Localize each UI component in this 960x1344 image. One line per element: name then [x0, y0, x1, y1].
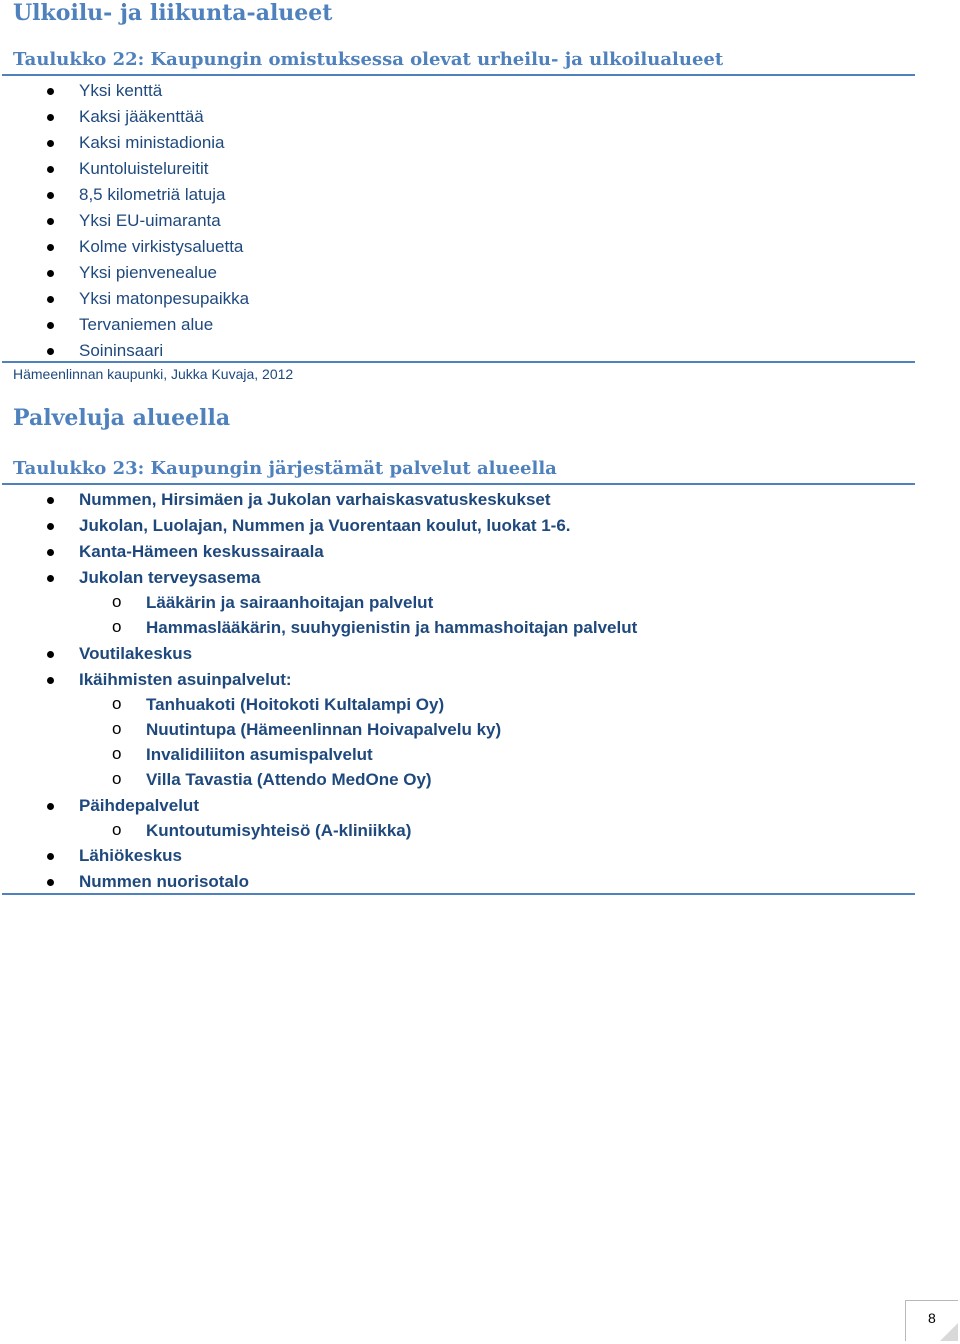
list-item-text: Nummen, Hirsimäen ja Jukolan varhaiskasvatuskeskukset [79, 490, 551, 509]
bullet-icon [47, 677, 54, 684]
bullet-icon [47, 803, 54, 810]
bullet-icon [47, 853, 54, 860]
table23-top-rule [2, 483, 915, 485]
bullet-icon [47, 140, 54, 147]
bullet-icon [47, 114, 54, 121]
bullet-icon [47, 296, 54, 303]
bullet-icon [47, 575, 54, 582]
table23-caption: Taulukko 23: Kaupungin järjestämät palvelut alueella [13, 458, 557, 479]
list-item-text: Lääkärin ja sairaanhoitajan palvelut [146, 593, 434, 612]
bullet-icon [47, 88, 54, 95]
page-corner-fold [940, 1323, 958, 1341]
sub-bullet-icon: o [112, 769, 122, 788]
bullet-icon [47, 244, 54, 251]
bullet-icon [47, 192, 54, 199]
table22-bottom-rule [2, 361, 915, 363]
bullet-icon [47, 348, 54, 355]
list-item-text: Nuutintupa (Hämeenlinnan Hoivapalvelu ky) [146, 720, 502, 739]
bullet-icon [47, 218, 54, 225]
sub-bullet-icon: o [112, 820, 122, 839]
bullet-icon [47, 549, 54, 556]
list-item-text: Jukolan terveysasema [79, 568, 261, 587]
section-heading-outdoor: Ulkoilu- ja liikunta-alueet [13, 0, 333, 26]
page-number-box [905, 1300, 958, 1341]
list-item-text: Invalidiliiton asumispalvelut [146, 745, 373, 764]
sub-bullet-icon: o [112, 694, 122, 713]
bullet-icon [47, 879, 54, 886]
bullet-icon [47, 322, 54, 329]
bullet-icon [47, 651, 54, 658]
list-item-text: Hammaslääkärin, suuhygienistin ja hammashoitajan palvelut [146, 618, 638, 637]
sub-bullet-icon: o [112, 744, 122, 763]
list-item-text: Tanhuakoti (Hoitokoti Kultalampi Oy) [146, 695, 445, 714]
list-item-text: Villa Tavastia (Attendo MedOne Oy) [146, 770, 432, 789]
list-item-text: Kuntoutumisyhteisö (A-kliniikka) [146, 821, 412, 840]
bullet-icon [47, 166, 54, 173]
list-item-text: Kanta-Hämeen keskussairaala [79, 542, 324, 561]
table22-source: Hämeenlinnan kaupunki, Jukka Kuvaja, 2012 [13, 366, 294, 382]
list-item-text: Nummen nuorisotalo [79, 872, 250, 891]
page-number: 8 [928, 1310, 936, 1326]
table22-caption: Taulukko 22: Kaupungin omistuksessa olevat urheilu- ja ulkoilualueet [13, 49, 724, 70]
list-item-text: Ikäihmisten asuinpalvelut: [79, 670, 292, 689]
list-item-text: Lähiökeskus [79, 846, 182, 865]
bullet-icon [47, 270, 54, 277]
bullet-icon [47, 523, 54, 530]
list-item-text: Jukolan, Luolajan, Nummen ja Vuorentaan koulut, luokat 1-6. [79, 516, 571, 535]
table22-top-rule [2, 74, 915, 76]
bullet-icon [47, 497, 54, 504]
section-heading-services: Palveluja alueella [13, 405, 231, 431]
sub-bullet-icon: o [112, 617, 122, 636]
sub-bullet-icon: o [112, 592, 122, 611]
list-item-text: Voutilakeskus [79, 644, 193, 663]
table23-bottom-rule [2, 893, 915, 895]
sub-bullet-icon: o [112, 719, 122, 738]
list-item-text: Päihdepalvelut [79, 796, 199, 815]
